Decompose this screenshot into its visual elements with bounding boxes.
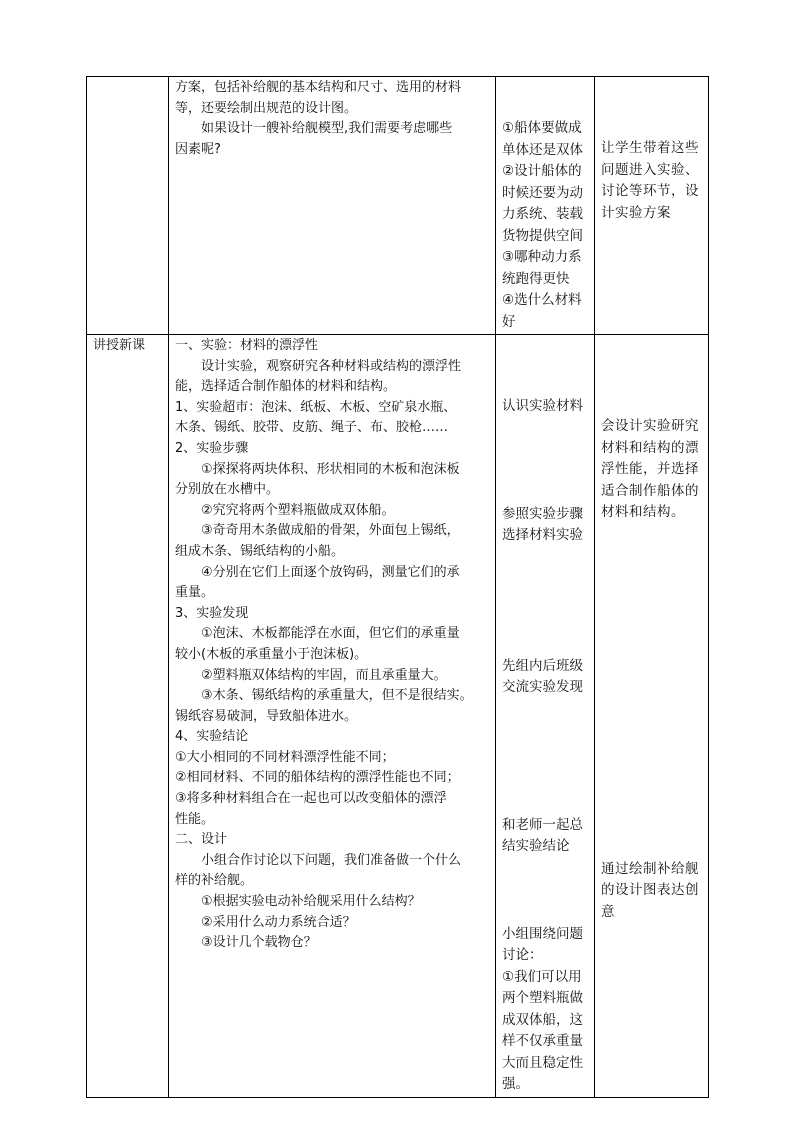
- design-intent-cell: [595, 77, 709, 335]
- section-heading: 二、设计: [175, 832, 228, 848]
- text-line: ①船体要做成: [502, 120, 582, 136]
- text-line: ②采用什么动力系统合适？: [201, 914, 356, 930]
- student-activity-cell: [496, 77, 595, 335]
- text-line: ②究究将两个塑料瓶做成双体船。: [201, 502, 395, 518]
- text-line: 设计实验，观察研究各种材料或结构的漂浮性: [201, 358, 462, 374]
- text-line: ③将多种材料组合在一起也可以改变船体的漂浮: [175, 791, 447, 807]
- text-line: ③奇奇用木条做成船的骨架，外面包上锡纸，: [201, 523, 460, 539]
- text-line: 较小(木板的承重量小于泡沫板)。: [175, 646, 368, 662]
- text-line: ①根据实验电动补给舰采用什么结构？: [201, 894, 421, 910]
- text-line: 分别放在水槽中。: [175, 482, 280, 498]
- student-activity-cell: [496, 335, 595, 1098]
- text-line: 意: [601, 903, 615, 920]
- design-intent-cell: [595, 335, 709, 1098]
- text-line: 交流实验发现: [502, 679, 583, 695]
- section-heading: 2、实验步骤: [175, 440, 249, 456]
- text-line: 组成木条、锡纸结构的小船。: [175, 543, 345, 559]
- stage-cell: 讲授新课: [87, 335, 169, 1098]
- text-line: 强。: [502, 1076, 529, 1092]
- text-line: ①泡沫、木板都能浮在水面，但它们的承重量: [201, 626, 460, 642]
- text-line: 小组围绕问题: [502, 925, 583, 942]
- text-line: ②相同材料、不同的船体结构的漂浮性能也不同；: [175, 770, 460, 786]
- text-line: 货物提供空间: [502, 227, 583, 244]
- text-line: 材料和结构。: [601, 504, 685, 520]
- text-line: ②设计船体的: [502, 163, 582, 179]
- text-line: 材料和结构的漂: [601, 439, 699, 456]
- text-line: 适合制作船体的: [601, 482, 699, 499]
- text-line: 选择材料实验: [502, 527, 583, 543]
- text-line: 时候还要为动: [502, 184, 583, 201]
- table-row: [87, 335, 709, 1098]
- text-line: ②塑料瓶双体结构的牢固，而且承重量大。: [201, 667, 447, 683]
- text-line: 大而且稳定性: [502, 1054, 583, 1071]
- text-line: ①探探将两块体积、形状相同的木板和泡沫板: [201, 461, 460, 477]
- text-line: 和老师一起总: [502, 816, 583, 833]
- text-line: 两个塑料瓶做: [502, 990, 583, 1006]
- text-line: ①大小相同的不同材料漂浮性能不同；: [175, 749, 395, 765]
- text-line: ④分别在它们上面逐个放钩码，测量它们的承: [201, 564, 460, 580]
- stage-cell: [87, 77, 169, 335]
- teacher-activity-cell: [169, 77, 496, 335]
- text-line: 成双体船，这: [502, 1011, 583, 1028]
- text-line: 认识实验材料: [502, 398, 583, 414]
- text-line: 能，选择适合制作船体的材料和结构。: [175, 379, 397, 395]
- text-line: 力系统、装载: [502, 206, 583, 222]
- section-heading: 3、实验发现: [175, 605, 249, 621]
- section-heading: 4、实验结论: [175, 729, 249, 745]
- text-line: 样不仅承重量: [502, 1033, 583, 1049]
- text-line: 方案，包括补给舰的基本结构和尺寸、选用的材料: [175, 80, 462, 95]
- text-line: 问题进入实验、: [601, 161, 699, 178]
- section-heading: 一、实验：材料的漂浮性: [175, 338, 319, 353]
- teacher-activity-cell: [169, 335, 496, 1098]
- text-line: 的设计图表达创: [601, 882, 699, 898]
- text-line: ③哪种动力系: [502, 249, 582, 265]
- text-line: 小组合作讨论以下问题，我们准备做一个什么: [201, 852, 462, 868]
- text-line: ③木条、锡纸结构的承重量大，但不是很结实。: [201, 688, 473, 704]
- text-line: ④选什么材料: [502, 292, 582, 308]
- text-line: 让学生带着这些: [601, 140, 699, 156]
- text-line: 会设计实验研究: [601, 418, 699, 434]
- text-line: ①我们可以用: [502, 968, 582, 985]
- text-line: 如果设计一艘补给舰模型,我们需要考虑哪些: [201, 121, 453, 137]
- text-line: 好: [502, 313, 516, 330]
- text-line: 讨论：: [502, 947, 543, 963]
- text-line: 参照实验步骤: [502, 505, 583, 522]
- text-line: 结实验结论: [502, 838, 570, 854]
- text-line: 统跑得更快: [502, 270, 570, 287]
- text-line: 锡纸容易破洞，导致船体进水。: [175, 708, 358, 724]
- text-line: 因素呢?: [175, 141, 221, 157]
- text-line: ③设计几个载物仓？: [201, 935, 317, 951]
- lesson-plan-table: [86, 76, 709, 1098]
- text-line: 单体还是双体: [502, 141, 583, 158]
- text-line: 先组内后班级: [502, 657, 583, 674]
- text-line: 浮性能，并选择: [601, 461, 699, 477]
- text-line: 木条、锡纸、胶带、皮筋、绳子、布、胶枪……: [175, 420, 449, 436]
- text-line: 样的补给舰。: [175, 873, 254, 889]
- text-line: 重量。: [175, 585, 215, 601]
- text-line: 计实验方案: [601, 204, 671, 221]
- text-line: 通过绘制补给舰: [601, 860, 699, 877]
- text-line: 等，还要绘制出规范的设计图。: [175, 100, 358, 116]
- text-line: 讨论等环节，设: [601, 183, 699, 199]
- text-line: 性能。: [175, 811, 215, 827]
- table-row: [87, 77, 709, 335]
- text-line: 1、实验超市：泡沫、纸板、木板、空矿泉水瓶、: [175, 399, 457, 415]
